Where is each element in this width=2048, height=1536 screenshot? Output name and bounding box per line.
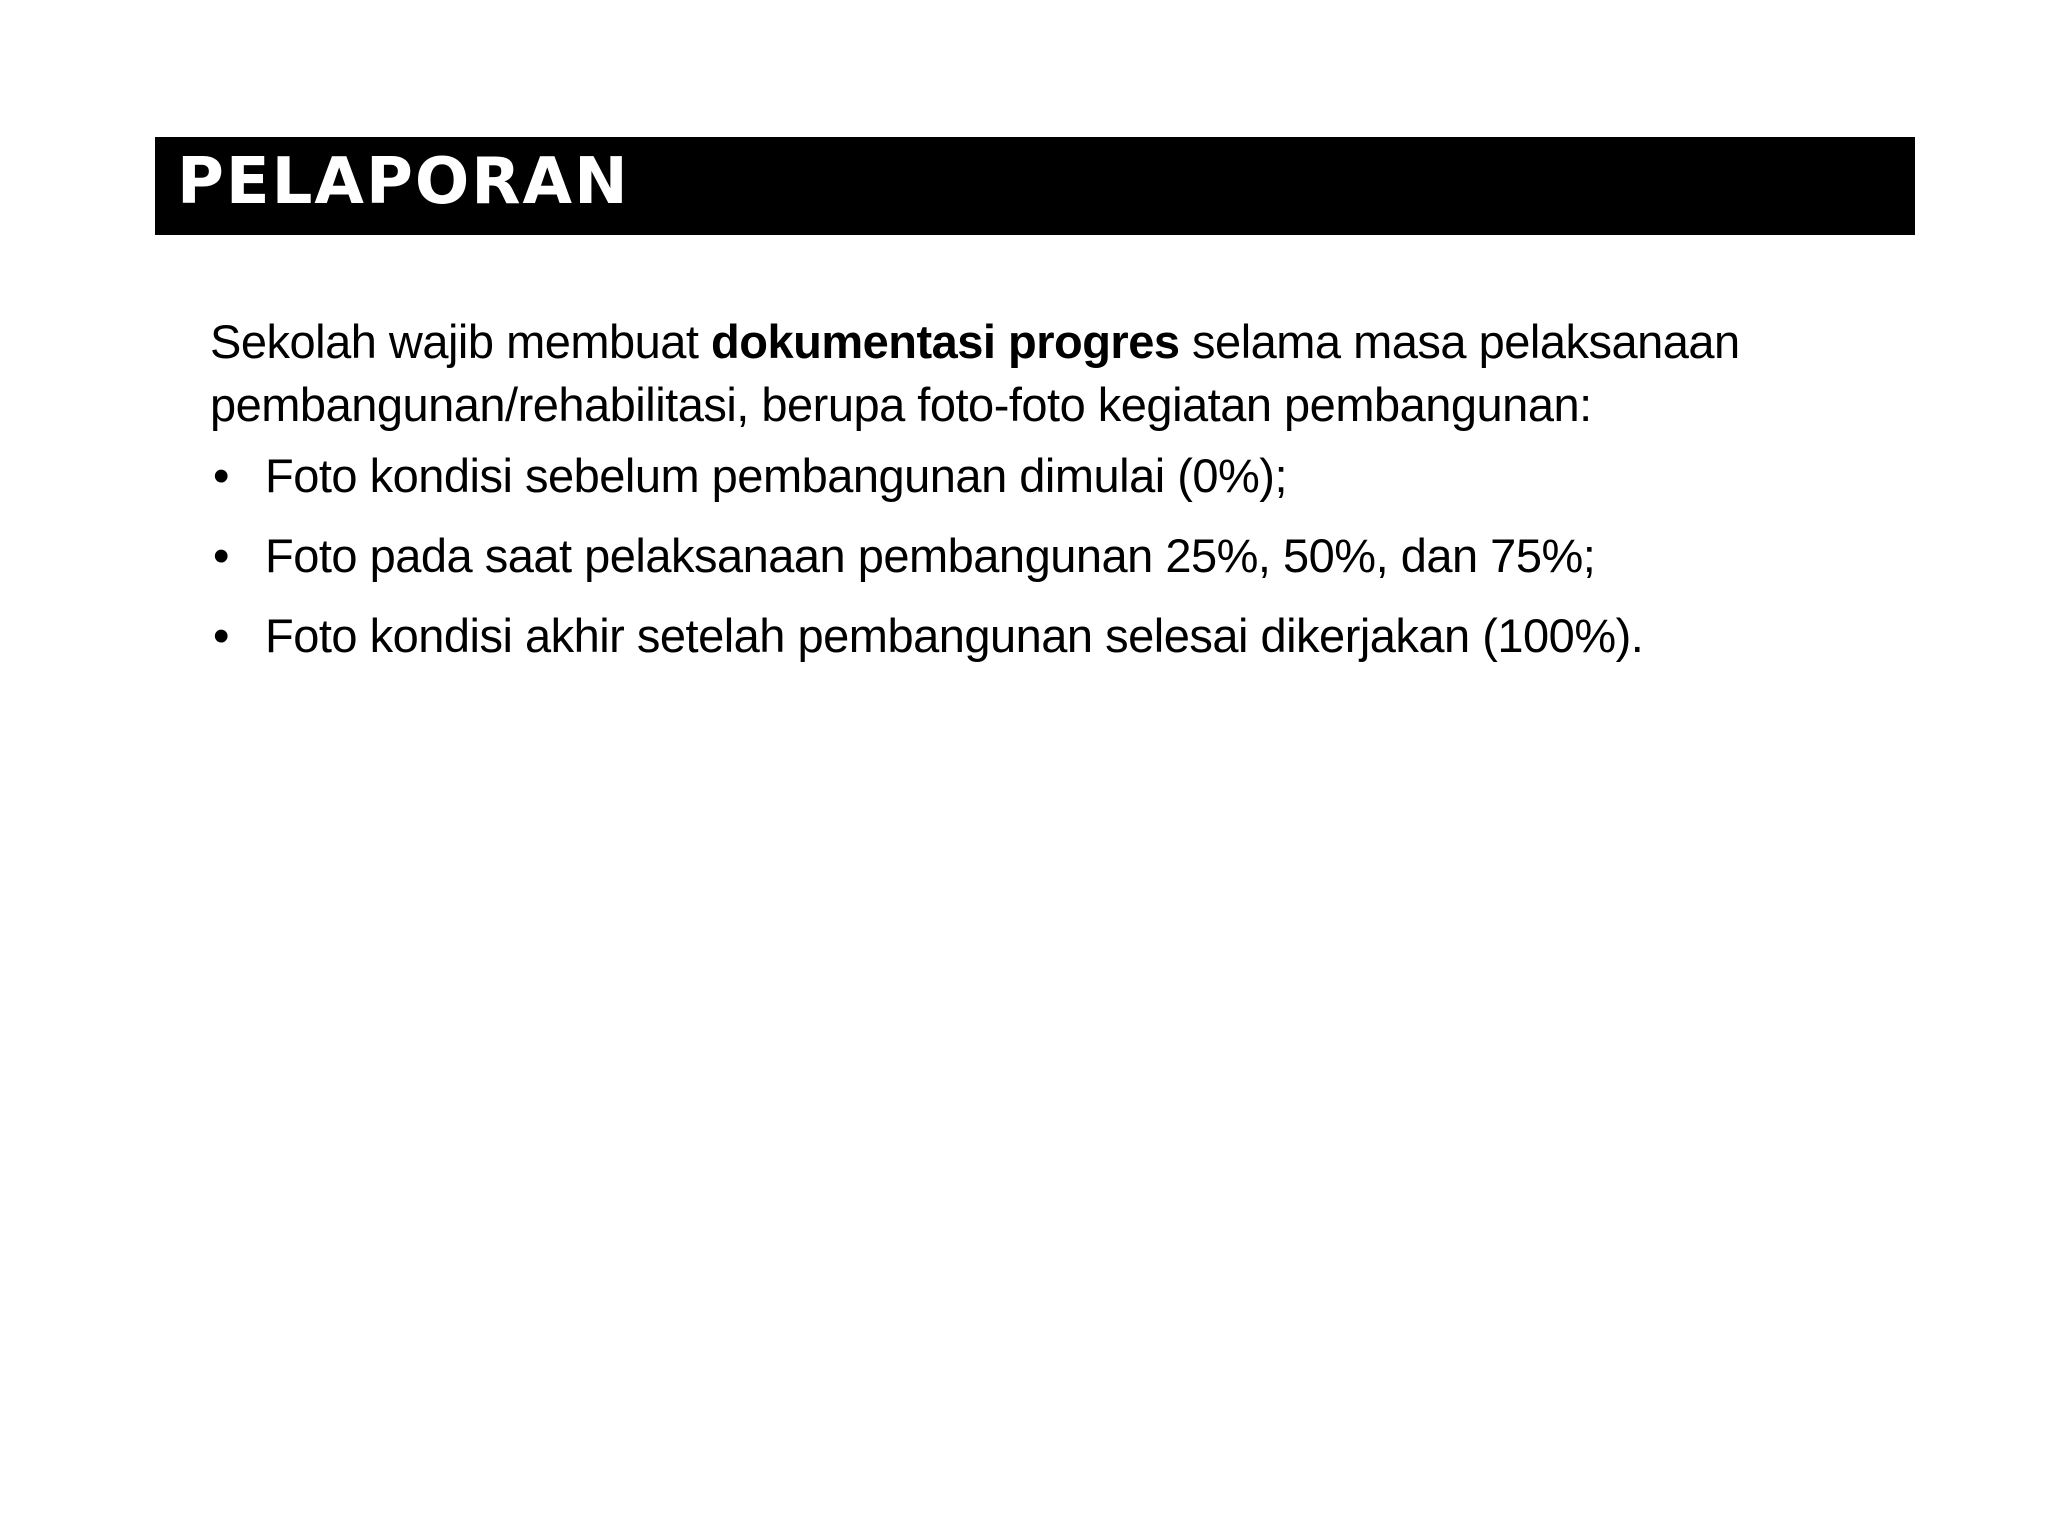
bullet-icon: • (213, 449, 229, 502)
list-item-text: Foto kondisi sebelum pembangunan dimulai (0%); (265, 449, 1288, 502)
bullet-icon: • (213, 609, 229, 662)
list-item (210, 444, 1890, 507)
list-item (210, 604, 1890, 667)
list-item (210, 524, 1890, 587)
intro-text-after: selama masa pelaksanaan pembangunan/rehabilitasi, berupa foto-foto kegiatan pembangunan: (210, 315, 1740, 431)
bullet-list (210, 444, 1890, 667)
intro-paragraph (210, 310, 1890, 436)
intro-text-bold: dokumentasi progres (711, 315, 1180, 368)
slide-content (210, 310, 1890, 684)
intro-text-before: Sekolah wajib membuat (210, 315, 712, 368)
list-item-text: Foto kondisi akhir setelah pembangunan selesai dikerjakan (100%). (265, 609, 1644, 662)
bullet-icon: • (213, 529, 229, 582)
slide-title: PELAPORAN (177, 145, 630, 219)
title-bar (155, 137, 1915, 235)
list-item-text: Foto pada saat pelaksanaan pembangunan 25%, 50%, dan 75%; (265, 529, 1596, 582)
